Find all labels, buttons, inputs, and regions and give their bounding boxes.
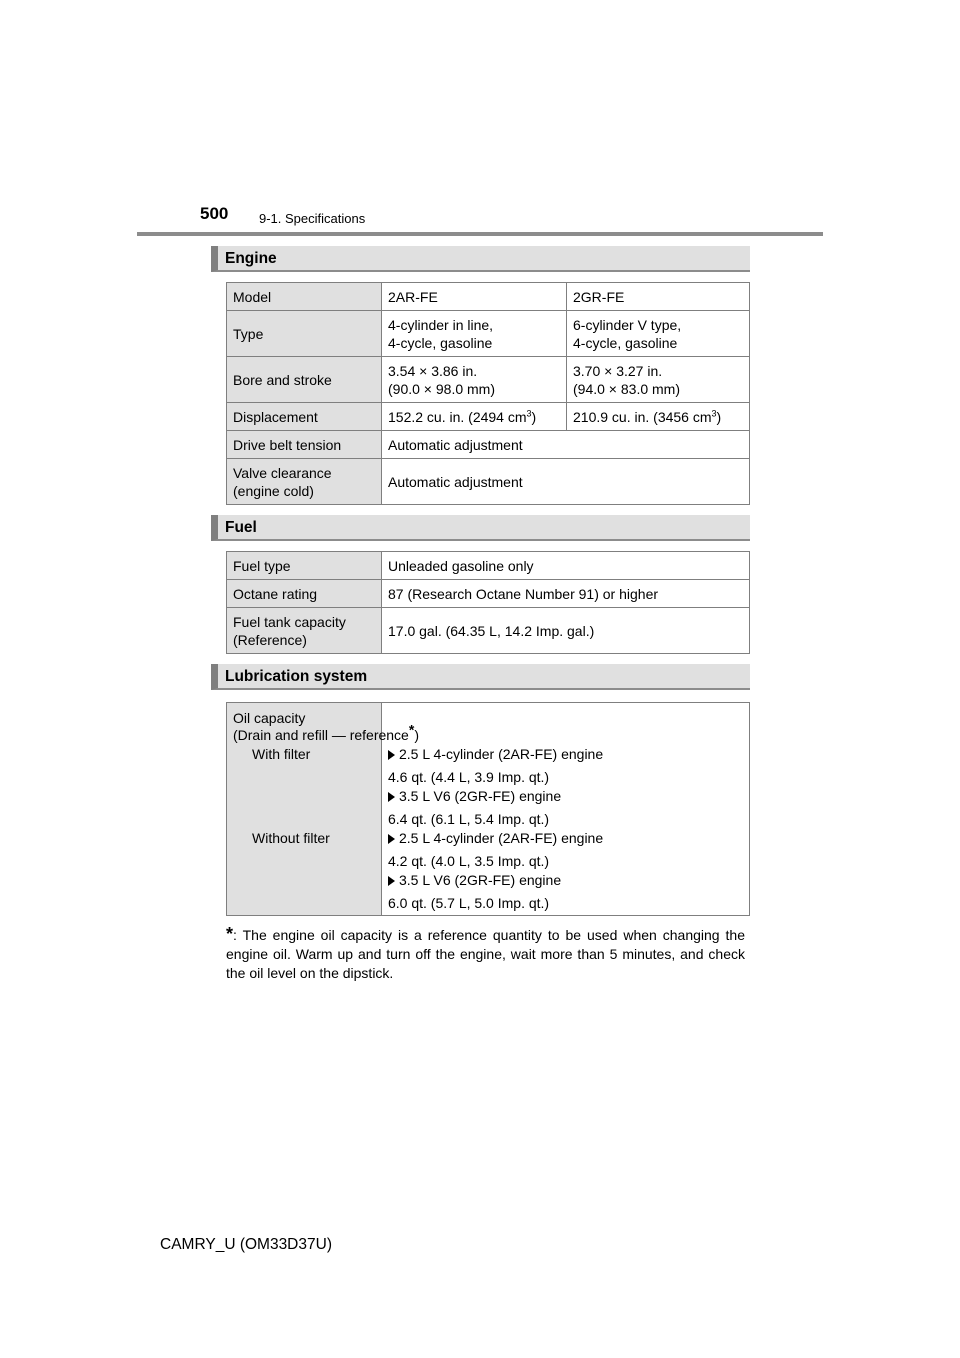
table-row [227, 459, 750, 505]
table-row [227, 311, 750, 357]
cell-2gr: 2GR-FE [567, 283, 750, 311]
table-row [227, 552, 750, 580]
header-divider [137, 232, 823, 236]
cell-2gr: 6-cylinder V type, 4-cycle, gasoline [567, 311, 750, 357]
row-value: 17.0 gal. (64.35 L, 14.2 Imp. gal.) [382, 608, 750, 654]
lubrication-section-header [211, 664, 750, 690]
without-filter-label: Without filter [252, 830, 330, 846]
fuel-section-title: Fuel [225, 519, 257, 536]
fuel-table [226, 551, 750, 654]
row-value: Automatic adjustment [382, 459, 750, 505]
engine-table [226, 282, 750, 505]
bullet-triangle-icon [388, 750, 395, 760]
row-value: Automatic adjustment [382, 431, 750, 459]
document-code: CAMRY_U (OM33D37U) [160, 1236, 332, 1253]
cell-2ar: 2AR-FE [382, 283, 567, 311]
table-row [227, 403, 750, 431]
table-row [227, 580, 750, 608]
bullet-triangle-icon [388, 876, 395, 886]
oil-capacity-values: 2.5 L 4-cylinder (2AR-FE) engine 4.6 qt. (4.4 L, 3.9 Imp. qt.) 3.5 L V6 (2GR-FE) engine 6.4 qt. (6.1 L, 5.4 Imp. qt.) 2.5 L 4-cylinder (2AR-FE) engine 4.2 qt. (4.0 L, 3.5 Imp. qt.) 3.5 L V6 (2GR-FE) engine 6.0 qt. (5.7 L, 5.0 Imp. qt.) [382, 703, 750, 916]
row-label: Fuel tank capacity (Reference) [227, 608, 382, 654]
row-label: Model [227, 283, 382, 311]
bullet-triangle-icon [388, 792, 395, 802]
row-label: Drive belt tension [227, 431, 382, 459]
table-row [227, 608, 750, 654]
oil-capacity-label: Oil capacity (Drain and refill — reference*) With filter Without filter [227, 703, 382, 916]
row-label: Fuel type [227, 552, 382, 580]
row-value: 87 (Research Octane Number 91) or higher [382, 580, 750, 608]
row-label: Octane rating [227, 580, 382, 608]
fuel-section-header [211, 515, 750, 541]
row-label: Valve clearance (engine cold) [227, 459, 382, 505]
table-row [227, 431, 750, 459]
engine-section-title: Engine [225, 250, 277, 267]
row-label: Bore and stroke [227, 357, 382, 403]
row-label: Type [227, 311, 382, 357]
page-number: 500 [200, 204, 229, 223]
footnote: *: The engine oil capacity is a reference quantity to be used when changing the engine oil. Warm up and turn off the engine, wait more than 5 minutes, and check the oil level on the dipstick. [226, 924, 745, 981]
table-row [227, 283, 750, 311]
lubrication-table [226, 702, 750, 916]
table-row [227, 703, 750, 916]
row-label: Displacement [227, 403, 382, 431]
with-filter-label: With filter [252, 746, 311, 762]
cell-2gr: 3.70 × 3.27 in. (94.0 × 83.0 mm) [567, 357, 750, 403]
lubrication-section-title: Lubrication system [225, 668, 368, 685]
cell-2gr: 210.9 cu. in. (3456 $cm^3$) [567, 403, 750, 431]
cell-2ar: 4-cylinder in line, 4-cycle, gasoline [382, 311, 567, 357]
engine-section-header [211, 246, 750, 272]
bullet-triangle-icon [388, 834, 395, 844]
cell-2ar: 3.54 × 3.86 in. (90.0 × 98.0 mm) [382, 357, 567, 403]
cell-2ar: 152.2 cu. in. (2494 $cm^3$) [382, 403, 567, 431]
section-title: 9-1. Specifications [259, 211, 366, 226]
table-row [227, 357, 750, 403]
row-value: Unleaded gasoline only [382, 552, 750, 580]
